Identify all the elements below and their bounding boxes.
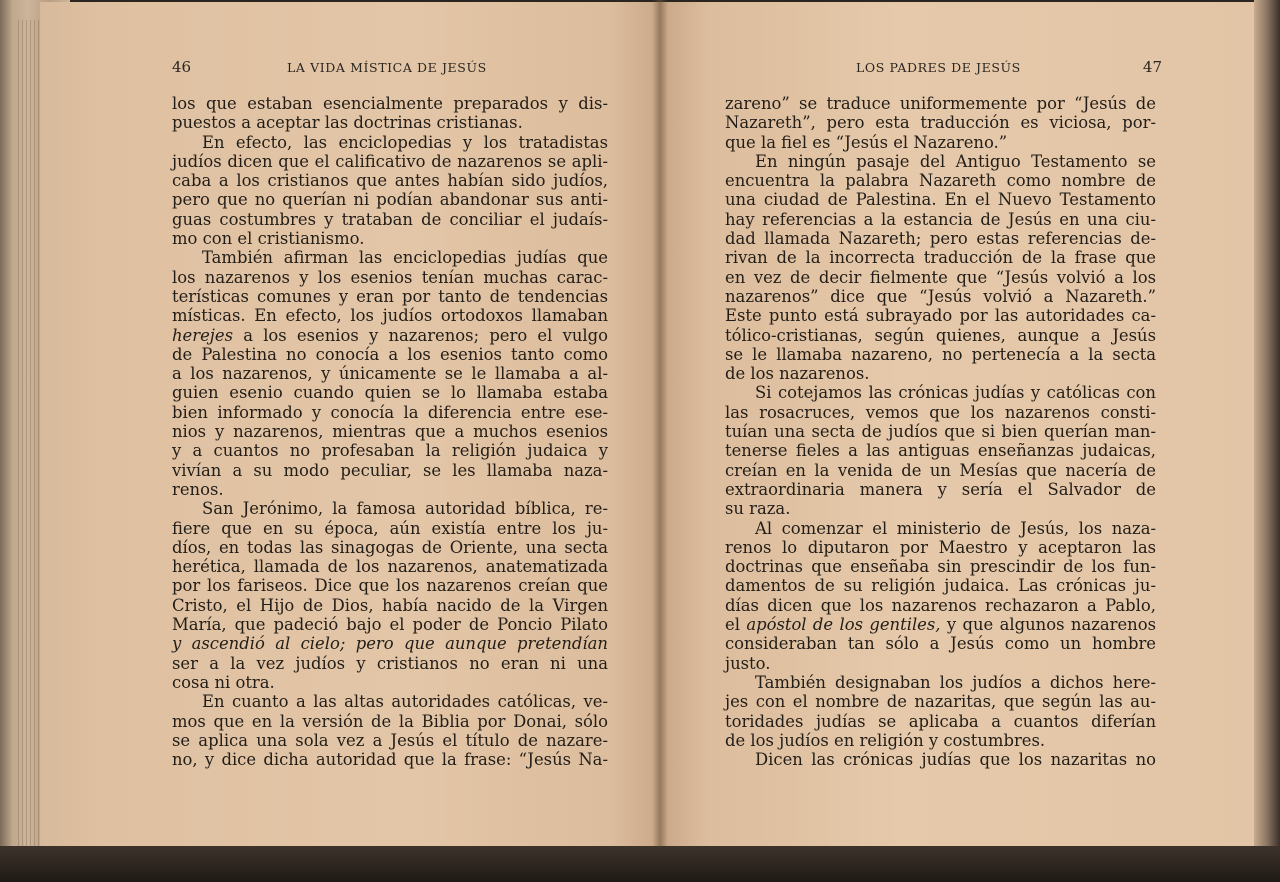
text-run: justo.: [725, 653, 771, 673]
text-line: [725, 422, 1156, 441]
text-line: [172, 692, 608, 711]
text-run: díos, en todas las sinagogas de Oriente, una secta: [172, 537, 608, 557]
text-run: jes con el nombre de nazaritas, que según las au-: [725, 692, 1156, 712]
text-run: En cuanto a las altas autoridades católicas, ve-: [202, 692, 608, 712]
text-run: renos lo diputaron por Maestro y aceptaron las: [725, 537, 1156, 557]
italic-text-run: y ascendió al cielo; pero que aunque pretendían: [172, 634, 608, 654]
text-line: [172, 422, 608, 441]
text-line: [172, 133, 608, 152]
text-line: [725, 133, 1156, 152]
text-line: [172, 712, 608, 731]
text-run: En efecto, las enciclopedias y los tratadistas: [202, 132, 608, 152]
text-run: y a cuantos no profesaban la religión judaica y: [172, 441, 608, 461]
text-line: [172, 499, 608, 518]
text-line: [172, 461, 608, 480]
text-line: [172, 229, 608, 248]
text-line: [172, 248, 608, 267]
text-line: [172, 731, 608, 750]
text-line: [172, 538, 608, 557]
text-run: su raza.: [725, 499, 791, 519]
text-line: [725, 383, 1156, 402]
text-line: [725, 287, 1156, 306]
text-run: Este punto está subrayado por las autoridades ca-: [725, 306, 1156, 326]
text-run: puestos a aceptar las doctrinas cristianas.: [172, 113, 523, 133]
text-line: [172, 654, 608, 673]
text-run: guien esenio cuando quien se lo llamaba estaba: [172, 383, 608, 403]
text-line: [725, 615, 1156, 634]
text-line: [172, 306, 608, 325]
text-run: pero que no querían ni podían abandonar sus anti-: [172, 190, 608, 210]
text-line: [172, 634, 608, 653]
text-run: días dicen que los nazarenos rechazaron a Pablo,: [725, 595, 1156, 615]
text-line: [725, 557, 1156, 576]
text-run: dad llamada Nazareth; pero estas referencias de-: [725, 229, 1156, 249]
text-run: bien informado y conocía la diferencia entre ese-: [172, 402, 608, 422]
text-line: [172, 152, 608, 171]
text-run: tuían una secta de judíos que si bien querían man-: [725, 422, 1156, 442]
text-run: terísticas comunes y eran por tanto de tendencias: [172, 286, 608, 306]
text-run: se aplica una sola vez a Jesús el título de nazare-: [172, 730, 608, 750]
text-line: [172, 557, 608, 576]
text-run: renos.: [172, 479, 224, 499]
text-run: Si cotejamos las crónicas judías y católicas con: [755, 383, 1156, 403]
text-line: [172, 596, 608, 615]
text-run: encuentra la palabra Nazareth como nombre de: [725, 171, 1156, 191]
text-run: Cristo, el Hijo de Dios, había nacido de la Virgen: [172, 595, 608, 615]
left-page-number: 46: [172, 58, 192, 76]
text-run: toridades judías se aplicaba a cuantos diferían: [725, 711, 1156, 731]
text-line: [725, 248, 1156, 267]
text-line: [725, 364, 1156, 383]
text-run: San Jerónimo, la famosa autoridad bíblica, re-: [202, 499, 608, 519]
text-line: [725, 576, 1156, 595]
text-run: doctrinas que enseñaba sin prescindir de los fun-: [725, 557, 1156, 577]
text-line: [725, 499, 1156, 518]
text-run: una ciudad de Palestina. En el Nuevo Testamento: [725, 190, 1156, 210]
text-line: [725, 268, 1156, 287]
text-run: de los nazarenos.: [725, 364, 870, 384]
text-run: tenerse fieles a las antiguas enseñanzas judaicas,: [725, 441, 1156, 461]
text-line: [725, 654, 1156, 673]
text-line: [172, 287, 608, 306]
text-run: nazarenos” dice que “Jesús volvió a Nazareth.”: [725, 286, 1156, 306]
text-line: [172, 326, 608, 345]
text-run: mo con el cristianismo.: [172, 229, 365, 249]
text-line: [172, 210, 608, 229]
italic-text-run: herejes: [172, 325, 233, 345]
text-line: [725, 94, 1156, 113]
text-line: [172, 673, 608, 692]
text-line: [172, 364, 608, 383]
text-run: no, y dice dicha autoridad que la frase: “Jesús Na-: [172, 750, 608, 770]
text-line: [725, 403, 1156, 422]
text-run: las rosacruces, vemos que los nazarenos consti-: [725, 402, 1156, 422]
text-run: fiere que en su época, aún existía entre los ju-: [172, 518, 608, 538]
text-run: tólico-cristianas, según quienes, aunque a Jesús: [725, 325, 1156, 345]
page-block-edge-right: [1254, 0, 1280, 882]
text-run: a los nazarenos, y únicamente se le llamaba a al-: [172, 364, 608, 384]
book-gutter: [652, 0, 668, 860]
right-page-body-text: [725, 94, 1156, 769]
text-run: Al comenzar el ministerio de Jesús, los naza-: [755, 518, 1156, 538]
text-line: [725, 480, 1156, 499]
text-run: ser a la vez judíos y cristianos no eran ni una: [172, 653, 608, 673]
left-running-head: LA VIDA MÍSTICA DE JESÚS: [287, 60, 487, 75]
text-line: [725, 113, 1156, 132]
text-line: [725, 673, 1156, 692]
text-run: judíos dicen que el calificativo de nazarenos se apli-: [172, 151, 608, 171]
text-run: que la fiel es “Jesús el Nazareno.”: [725, 132, 1008, 152]
text-run: los que estaban esencialmente preparados y dis-: [172, 94, 608, 113]
text-line: [172, 268, 608, 287]
text-line: [725, 461, 1156, 480]
text-run: de Palestina no conocía a los esenios tanto como: [172, 344, 608, 364]
text-line: [172, 576, 608, 595]
text-run: herética, llamada de los nazarenos, anatematizada: [172, 557, 608, 577]
text-run: místicas. En efecto, los judíos ortodoxos llamaban: [172, 306, 608, 326]
text-line: [725, 152, 1156, 171]
text-line: [172, 190, 608, 209]
text-run: También designaban los judíos a dichos here-: [755, 672, 1156, 692]
text-run: a los esenios y nazarenos; pero el vulgo: [233, 325, 608, 345]
text-line: [172, 383, 608, 402]
text-run: Nazareth”, pero esta traducción es viciosa, por-: [725, 113, 1156, 133]
text-run: guas costumbres y trataban de conciliar el judaís-: [172, 209, 608, 229]
text-line: [725, 229, 1156, 248]
text-run: por los fariseos. Dice que los nazarenos creían que: [172, 576, 608, 596]
text-run: María, que padeció bajo el poder de Poncio Pilato: [172, 615, 608, 635]
text-line: [172, 94, 608, 113]
text-line: [172, 441, 608, 460]
text-run: hay referencias a la estancia de Jesús en una ciu-: [725, 209, 1156, 229]
text-line: [172, 113, 608, 132]
text-run: zareno” se traduce uniformemente por “Jesús de: [725, 94, 1156, 113]
text-run: en vez de decir fielmente que “Jesús volvió a los: [725, 267, 1156, 287]
left-page-body-text: [172, 94, 608, 769]
text-run: el: [725, 615, 747, 635]
text-run: Dicen las crónicas judías que los nazaritas no: [755, 750, 1156, 770]
text-line: [172, 519, 608, 538]
text-line: [725, 306, 1156, 325]
text-run: los nazarenos y los esenios tenían muchas carac-: [172, 267, 608, 287]
text-line: [725, 712, 1156, 731]
bottom-shadow: [0, 846, 1280, 882]
text-run: de los judíos en religión y costumbres.: [725, 730, 1046, 750]
text-run: caba a los cristianos que antes habían sido judíos,: [172, 171, 608, 191]
text-line: [725, 345, 1156, 364]
right-running-head: LOS PADRES DE JESÚS: [856, 60, 1021, 75]
text-run: cosa ni otra.: [172, 672, 275, 692]
text-run: consideraban tan sólo a Jesús como un hombre: [725, 634, 1156, 654]
text-line: [172, 403, 608, 422]
left-page-header: [172, 58, 612, 80]
text-run: damentos de su religión judaica. Las crónicas ju-: [725, 576, 1156, 596]
text-line: [725, 326, 1156, 345]
text-line: [725, 731, 1156, 750]
text-run: y que algunos nazarenos: [940, 615, 1156, 635]
italic-text-run: apóstol de los gentiles,: [746, 615, 941, 635]
text-run: En ningún pasaje del Antiguo Testamento se: [755, 151, 1156, 171]
text-line: [725, 171, 1156, 190]
text-run: rivan de la incorrecta traducción de la frase que: [725, 248, 1156, 268]
text-line: [725, 441, 1156, 460]
text-line: [725, 190, 1156, 209]
text-line: [172, 615, 608, 634]
text-line: [172, 480, 608, 499]
text-line: [725, 692, 1156, 711]
text-run: se le llamaba nazareno, no pertenecía a la secta: [725, 344, 1156, 364]
text-line: [725, 596, 1156, 615]
text-line: [725, 750, 1156, 769]
text-line: [172, 750, 608, 769]
text-line: [725, 634, 1156, 653]
text-run: creían en la venida de un Mesías que nacería de: [725, 460, 1156, 480]
right-page-number: 47: [1142, 58, 1162, 76]
text-line: [725, 519, 1156, 538]
text-run: nios y nazarenos, mientras que a muchos esenios: [172, 422, 608, 442]
text-line: [172, 345, 608, 364]
text-run: mos que en la versión de la Biblia por Donai, sólo: [172, 711, 608, 731]
text-line: [172, 171, 608, 190]
text-run: extraordinaria manera y sería el Salvador de: [725, 479, 1156, 499]
text-line: [725, 210, 1156, 229]
text-run: vivían a su modo peculiar, se les llamaba naza-: [172, 460, 608, 480]
right-page-header: [722, 58, 1162, 80]
text-line: [725, 538, 1156, 557]
text-run: También afirman las enciclopedias judías que: [202, 248, 608, 268]
